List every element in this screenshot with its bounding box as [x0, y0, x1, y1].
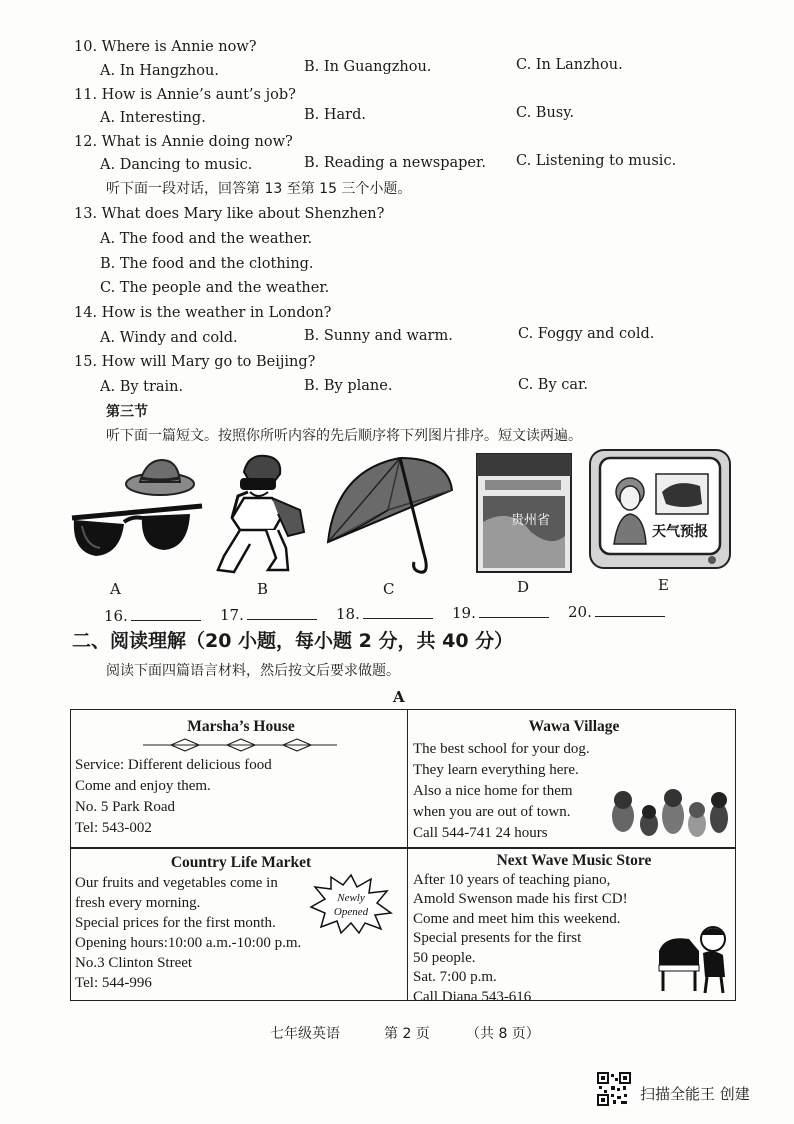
tv-caption: 天气预报	[652, 524, 708, 540]
ad-country-line: Opening hours:10:00 a.m.-10:00 p.m.	[75, 935, 302, 951]
ad-country-title: Country Life Market	[170, 854, 312, 871]
option-12c: C. Listening to music.	[516, 153, 677, 169]
tv-weather-picture	[588, 448, 734, 572]
option-13a: A. The food and the weather.	[100, 231, 313, 247]
question-12: 12. What is Annie doing now?	[74, 134, 293, 150]
ad-wawa-line: The best school for your dog.	[413, 741, 590, 757]
ad-marsha-line: Service: Different delicious food	[75, 757, 272, 773]
ad-nextwave-line: Special presents for the first	[413, 930, 582, 946]
decorative-divider-icon	[141, 737, 341, 753]
ad-country-line: Tel: 544-996	[75, 975, 152, 991]
section-a-label: A	[393, 688, 405, 706]
ad-wawa-line: Call 544-741 24 hours	[413, 825, 548, 841]
ad-marsha-title: Marsha’s House	[187, 718, 295, 735]
ad-nextwave-line: Come and meet him this weekend.	[413, 910, 621, 927]
ad-wawa-line: when you are out of town.	[413, 804, 571, 820]
ad-country-line: Our fruits and vegetables come in	[75, 875, 278, 891]
badge-text-2: Opened	[333, 906, 369, 918]
umbrella-picture	[326, 450, 454, 576]
ad-marsha-line: Tel: 543-002	[75, 820, 152, 836]
newly-opened-badge	[309, 873, 393, 935]
option-11b: B. Hard.	[304, 107, 366, 123]
part2-instruction: 阅读下面四篇语言材料，然后按文后要求做题。	[106, 663, 400, 679]
question-10: 10. Where is Annie now?	[74, 39, 257, 55]
footer-total: （共 8 页）	[466, 1026, 540, 1042]
question-14: 14. How is the weather in London?	[74, 305, 332, 321]
picture-label-e: E	[658, 576, 669, 594]
ad-country-line: No.3 Clinton Street	[75, 955, 193, 971]
book-title: 贵州省	[511, 513, 551, 528]
sunglasses-hat-picture	[68, 456, 206, 574]
ad-country-line: fresh every morning.	[75, 895, 201, 911]
ad-wawa-title: Wawa Village	[528, 718, 620, 735]
ad-nextwave-line: 50 people.	[413, 949, 476, 966]
option-10a: A. In Hangzhou.	[100, 63, 219, 79]
badge-text-1: Newly	[337, 892, 365, 904]
guizhou-book-picture	[471, 452, 575, 574]
option-11a: A. Interesting.	[100, 110, 206, 126]
question-11: 11. How is Annie’s aunt’s job?	[74, 87, 296, 103]
ad-next-wave-music	[409, 851, 735, 1005]
binoculars-person-picture	[214, 452, 314, 574]
option-12b: B. Reading a newspaper.	[304, 155, 486, 171]
scanner-watermark: 扫描全能王 创建	[640, 1085, 750, 1103]
ad-marsha-line: Come and enjoy them.	[75, 778, 211, 794]
picture-label-a: A	[110, 580, 121, 598]
option-10c: C. In Lanzhou.	[516, 57, 623, 73]
ad-wawa-line: They learn everything here.	[413, 762, 579, 778]
blank-17[interactable]: 17.	[220, 605, 317, 624]
option-14a: A. Windy and cold.	[100, 330, 238, 346]
picture-label-b: B	[257, 580, 269, 598]
footer-page: 第 2 页	[384, 1026, 430, 1042]
blank-18[interactable]: 18.	[336, 604, 433, 623]
ad-nextwave-line: Amold Swenson made his first CD!	[413, 891, 628, 907]
option-14c: C. Foggy and cold.	[518, 326, 655, 342]
ad-wawa-line: Also a nice home for them	[413, 783, 573, 799]
option-12a: A. Dancing to music.	[100, 157, 253, 173]
part2-heading: 二、阅读理解（20 小题，每小题 2 分，共 40 分）	[72, 630, 514, 652]
section3-title: 第三节	[106, 404, 148, 420]
ad-nextwave-line: After 10 years of teaching piano,	[413, 871, 611, 888]
section3-instruction: 听下面一篇短文。按照你所听内容的先后顺序将下列图片排序。短文读两遍。	[106, 428, 582, 444]
option-13c: C. The people and the weather.	[100, 280, 330, 296]
dogs-icon	[607, 786, 731, 844]
question-13: 13. What does Mary like about Shenzhen?	[74, 206, 385, 222]
ad-country-market	[71, 851, 407, 999]
ads-table	[70, 709, 736, 1005]
ad-country-line: Special prices for the first month.	[75, 915, 276, 931]
ad-nextwave-title: Next Wave Music Store	[496, 852, 652, 869]
piano-player-icon	[655, 921, 731, 995]
ad-nextwave-line: Call Diana 543-616	[413, 988, 532, 1005]
option-15c: C. By car.	[518, 377, 588, 393]
ad-wawa-village	[409, 714, 735, 846]
ad-marsha-line: No. 5 Park Road	[75, 799, 175, 815]
qr-code-icon	[597, 1072, 631, 1106]
option-10b: B. In Guangzhou.	[304, 59, 432, 75]
blank-19[interactable]: 19.	[452, 603, 549, 622]
picture-label-d: D	[517, 578, 530, 596]
option-13b: B. The food and the clothing.	[100, 256, 314, 272]
option-15b: B. By plane.	[304, 378, 393, 394]
picture-label-c: C	[383, 580, 395, 598]
blank-16[interactable]: 16.	[104, 606, 201, 625]
option-15a: A. By train.	[100, 379, 184, 395]
instruction-13-15: 听下面一段对话，回答第 13 至第 15 三个小题。	[106, 181, 412, 197]
question-15: 15. How will Mary go to Beijing?	[74, 354, 316, 370]
footer-grade: 七年级英语	[270, 1026, 340, 1042]
blank-20[interactable]: 20.	[568, 602, 665, 621]
ad-marsha-house	[71, 714, 407, 846]
option-11c: C. Busy.	[516, 105, 575, 121]
option-14b: B. Sunny and warm.	[304, 328, 453, 344]
ad-nextwave-line: Sat. 7:00 p.m.	[413, 969, 497, 985]
